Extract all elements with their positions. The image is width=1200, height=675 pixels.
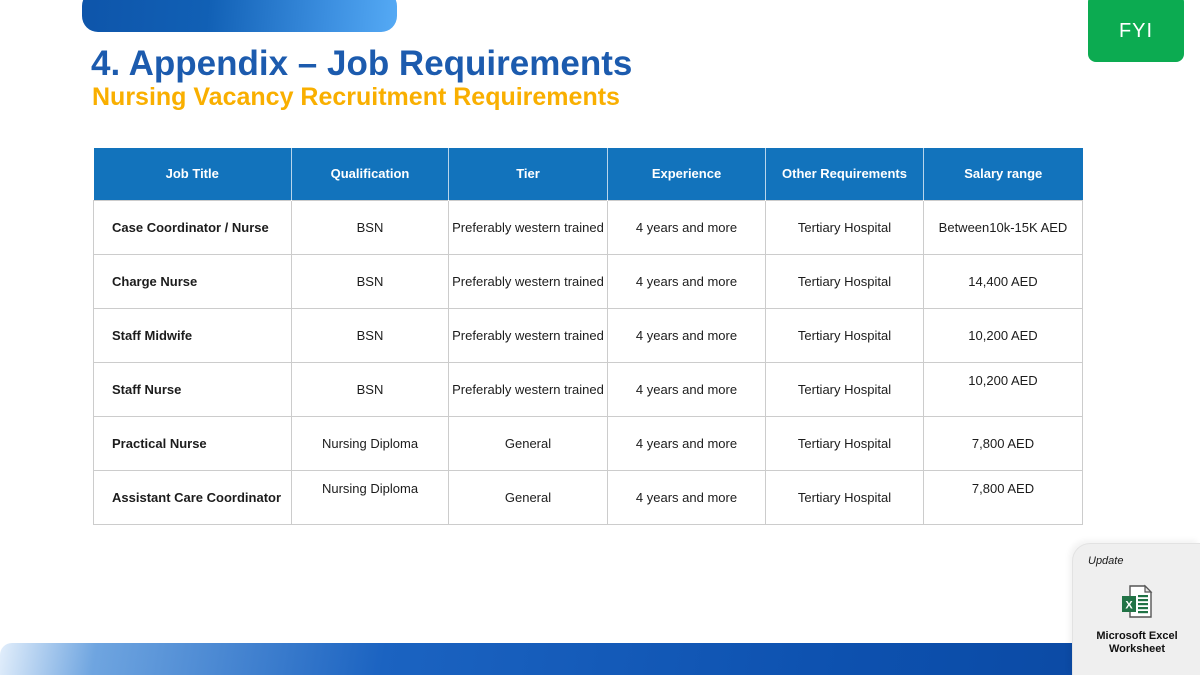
- cell-qualification: BSN: [292, 254, 449, 308]
- excel-icon: [1120, 584, 1154, 625]
- table-row: [94, 416, 1083, 470]
- cell-job-title: Assistant Care Coordinator: [94, 470, 292, 524]
- column-header-salary-range: Salary range: [924, 148, 1083, 200]
- cell-other-requirements: Tertiary Hospital: [766, 470, 924, 524]
- cell-job-title: Practical Nurse: [94, 416, 292, 470]
- table-row: [94, 308, 1083, 362]
- column-header-other-requirements: Other Requirements: [766, 148, 924, 200]
- cell-job-title: Staff Nurse: [94, 362, 292, 416]
- update-label: Update: [1088, 555, 1124, 567]
- fyi-button[interactable]: [1088, 0, 1184, 62]
- table-row: [94, 362, 1083, 416]
- cell-salary-range: 14,400 AED: [924, 254, 1083, 308]
- header-accent-shape: [82, 0, 397, 32]
- cell-other-requirements: Tertiary Hospital: [766, 362, 924, 416]
- cell-job-title: Charge Nurse: [94, 254, 292, 308]
- svg-text:X: X: [1125, 599, 1133, 612]
- cell-salary-range: 7,800 AED: [924, 470, 1083, 524]
- table-header-row: [94, 148, 1083, 200]
- cell-salary-range: Between10k-15K AED: [924, 200, 1083, 254]
- cell-job-title: Case Coordinator / Nurse: [94, 200, 292, 254]
- table-row: [94, 200, 1083, 254]
- cell-qualification: BSN: [292, 362, 449, 416]
- column-header-qualification: Qualification: [292, 148, 449, 200]
- page-subtitle: Nursing Vacancy Recruitment Requirements: [92, 83, 620, 111]
- cell-qualification: Nursing Diploma: [292, 470, 449, 524]
- attachment-caption: Microsoft Excel Worksheet: [1096, 630, 1178, 655]
- table-row: [94, 470, 1083, 524]
- cell-experience: 4 years and more: [608, 200, 766, 254]
- excel-attachment[interactable]: [1073, 584, 1200, 656]
- fyi-label: FYI: [1118, 19, 1154, 42]
- table-row: [94, 254, 1083, 308]
- column-header-job-title: Job Title: [94, 148, 292, 200]
- cell-salary-range: 10,200 AED: [924, 308, 1083, 362]
- cell-other-requirements: Tertiary Hospital: [766, 254, 924, 308]
- cell-tier: General: [449, 470, 608, 524]
- page-title: 4. Appendix – Job Requirements: [91, 44, 633, 83]
- cell-tier: Preferably western trained: [449, 362, 608, 416]
- cell-tier: Preferably western trained: [449, 200, 608, 254]
- cell-other-requirements: Tertiary Hospital: [766, 200, 924, 254]
- cell-salary-range: 7,800 AED: [924, 416, 1083, 470]
- cell-experience: 4 years and more: [608, 470, 766, 524]
- column-header-experience: Experience: [608, 148, 766, 200]
- cell-tier: Preferably western trained: [449, 254, 608, 308]
- footer-accent-bar: [0, 643, 1200, 675]
- cell-qualification: Nursing Diploma: [292, 416, 449, 470]
- cell-job-title: Staff Midwife: [94, 308, 292, 362]
- column-header-tier: Tier: [449, 148, 608, 200]
- cell-experience: 4 years and more: [608, 362, 766, 416]
- cell-tier: General: [449, 416, 608, 470]
- cell-experience: 4 years and more: [608, 308, 766, 362]
- cell-qualification: BSN: [292, 200, 449, 254]
- cell-tier: Preferably western trained: [449, 308, 608, 362]
- cell-other-requirements: Tertiary Hospital: [766, 308, 924, 362]
- cell-qualification: BSN: [292, 308, 449, 362]
- job-requirements-table: [93, 148, 1083, 525]
- cell-experience: 4 years and more: [608, 416, 766, 470]
- cell-experience: 4 years and more: [608, 254, 766, 308]
- cell-salary-range: 10,200 AED: [924, 362, 1083, 416]
- update-panel: [1072, 543, 1200, 675]
- cell-other-requirements: Tertiary Hospital: [766, 416, 924, 470]
